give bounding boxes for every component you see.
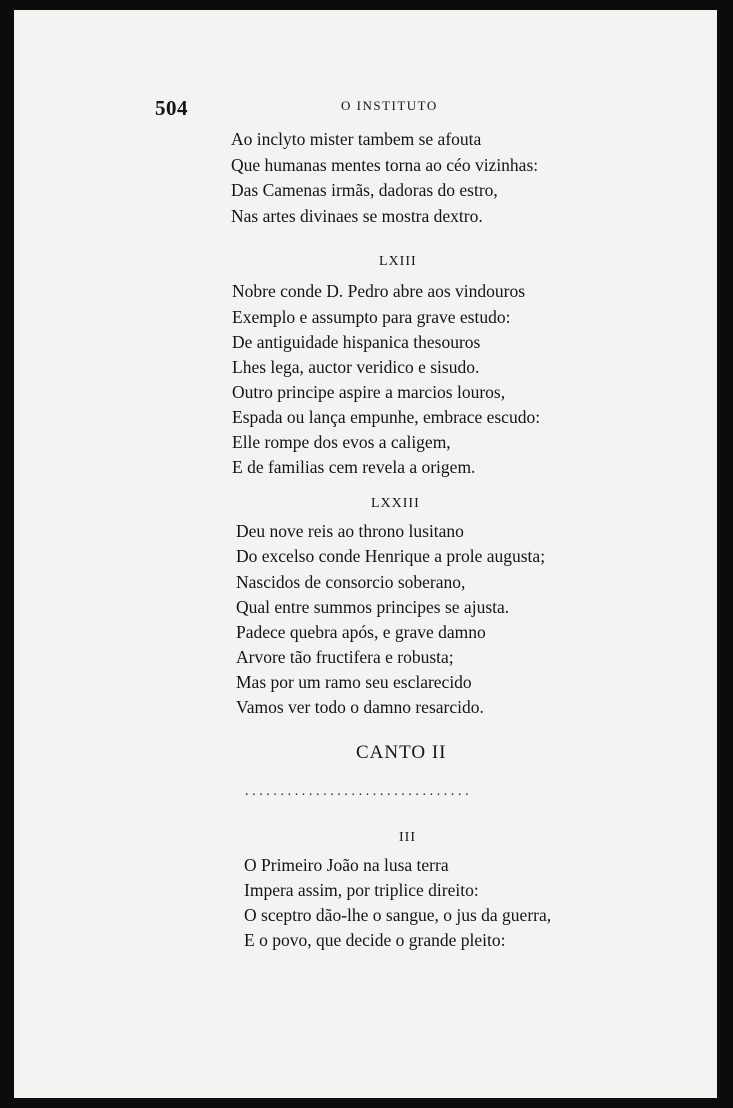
- verse-line: Elle rompe dos evos a caligem,: [232, 432, 451, 452]
- verse-line: Padece quebra após, e grave damno: [236, 622, 486, 642]
- verse-line: Nobre conde D. Pedro abre aos vindouros: [232, 281, 526, 301]
- verse-line: Deu nove reis ao throno lusitano: [236, 521, 464, 541]
- verse-line: E o povo, que decide o grande pleito:: [244, 930, 506, 950]
- verse-line: Que humanas mentes torna ao céo vizinhas:: [231, 155, 539, 175]
- verse-line: Outro principe aspire a marcios louros,: [232, 382, 506, 402]
- verse-line: Das Camenas irmãs, dadoras do estro,: [231, 180, 498, 200]
- verse-line: Lhes lega, auctor veridico e sisudo.: [232, 357, 480, 377]
- verse-line: Vamos ver todo o damno resarcido.: [236, 697, 484, 717]
- stanza-numeral: LXIII: [379, 254, 417, 269]
- verse-line: O Primeiro João na lusa terra: [244, 855, 449, 875]
- verse-line: O sceptro dão-lhe o sangue, o jus da guerra,: [244, 905, 552, 925]
- verse-line: E de familias cem revela a origem.: [232, 457, 476, 477]
- book-page: [14, 10, 717, 1098]
- verse-line: Qual entre summos principes se ajusta.: [236, 597, 510, 617]
- verse-line: Nas artes divinaes se mostra dextro.: [231, 206, 483, 226]
- verse-line: Do excelso conde Henrique a prole augusta;: [236, 546, 546, 566]
- verse-line: Mas por um ramo seu esclarecido: [236, 672, 472, 692]
- verse-line: Nascidos de consorcio soberano,: [236, 572, 466, 592]
- elision-dots: ................................: [245, 784, 473, 799]
- stanza-numeral: LXXIII: [371, 496, 420, 511]
- verse-line: Impera assim, por triplice direito:: [244, 880, 479, 900]
- running-title: O INSTITUTO: [341, 98, 438, 113]
- verse-line: Espada ou lança empunhe, embrace escudo:: [232, 407, 541, 427]
- verse-line: De antiguidade hispanica thesouros: [232, 332, 481, 352]
- verse-line: Ao inclyto mister tambem se afouta: [231, 129, 482, 149]
- verse-line: Arvore tão fructifera e robusta;: [236, 647, 454, 667]
- page-number: 504: [155, 96, 188, 120]
- stanza-numeral: III: [399, 830, 416, 845]
- canto-heading: CANTO II: [356, 742, 447, 763]
- verse-line: Exemplo e assumpto para grave estudo:: [232, 307, 511, 327]
